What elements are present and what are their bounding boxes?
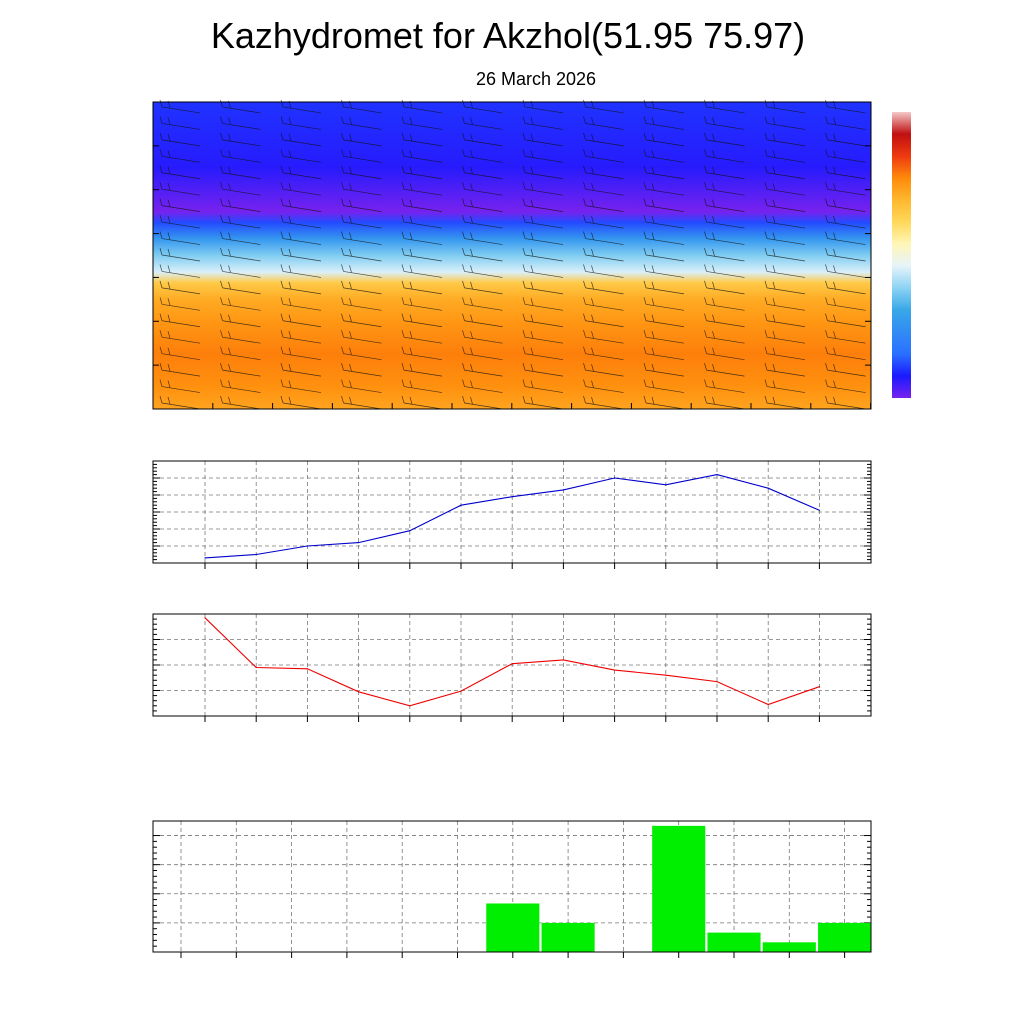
data-point	[358, 542, 359, 543]
data-point	[358, 691, 359, 692]
temp-2m-panel	[153, 614, 871, 722]
data-point	[204, 617, 205, 618]
data-point	[409, 705, 410, 706]
data-point	[614, 670, 615, 671]
precip-bar	[763, 942, 816, 952]
temperature-field	[153, 102, 871, 409]
data-point	[819, 686, 820, 687]
data-point	[460, 505, 461, 506]
data-point	[768, 704, 769, 705]
chart-date: 26 March 2026	[475, 69, 597, 89]
precip-bar	[652, 826, 705, 952]
data-point	[768, 488, 769, 489]
data-point	[256, 554, 257, 555]
data-point	[409, 530, 410, 531]
pmsl-panel	[153, 461, 871, 569]
chart-title: Kazhydromet for Akzhol(51.95 75.97)	[210, 15, 806, 56]
data-point	[204, 557, 205, 558]
data-point	[563, 489, 564, 490]
data-point	[716, 474, 717, 475]
precip-bar	[542, 923, 595, 952]
data-point	[460, 691, 461, 692]
colorbar	[892, 112, 911, 398]
data-point	[256, 667, 257, 668]
data-point	[665, 484, 666, 485]
data-point	[512, 663, 513, 664]
data-point	[307, 668, 308, 669]
precip-panel	[153, 821, 871, 958]
precip-bar	[818, 923, 871, 952]
data-point	[563, 659, 564, 660]
data-point	[819, 510, 820, 511]
data-point	[512, 496, 513, 497]
data-point	[716, 681, 717, 682]
data-point	[665, 675, 666, 676]
precip-bar	[707, 933, 760, 952]
colorbar-bar	[892, 112, 911, 398]
data-point	[614, 477, 615, 478]
cross-section-panel	[153, 100, 871, 409]
precip-bar	[486, 903, 539, 952]
data-point	[307, 545, 308, 546]
